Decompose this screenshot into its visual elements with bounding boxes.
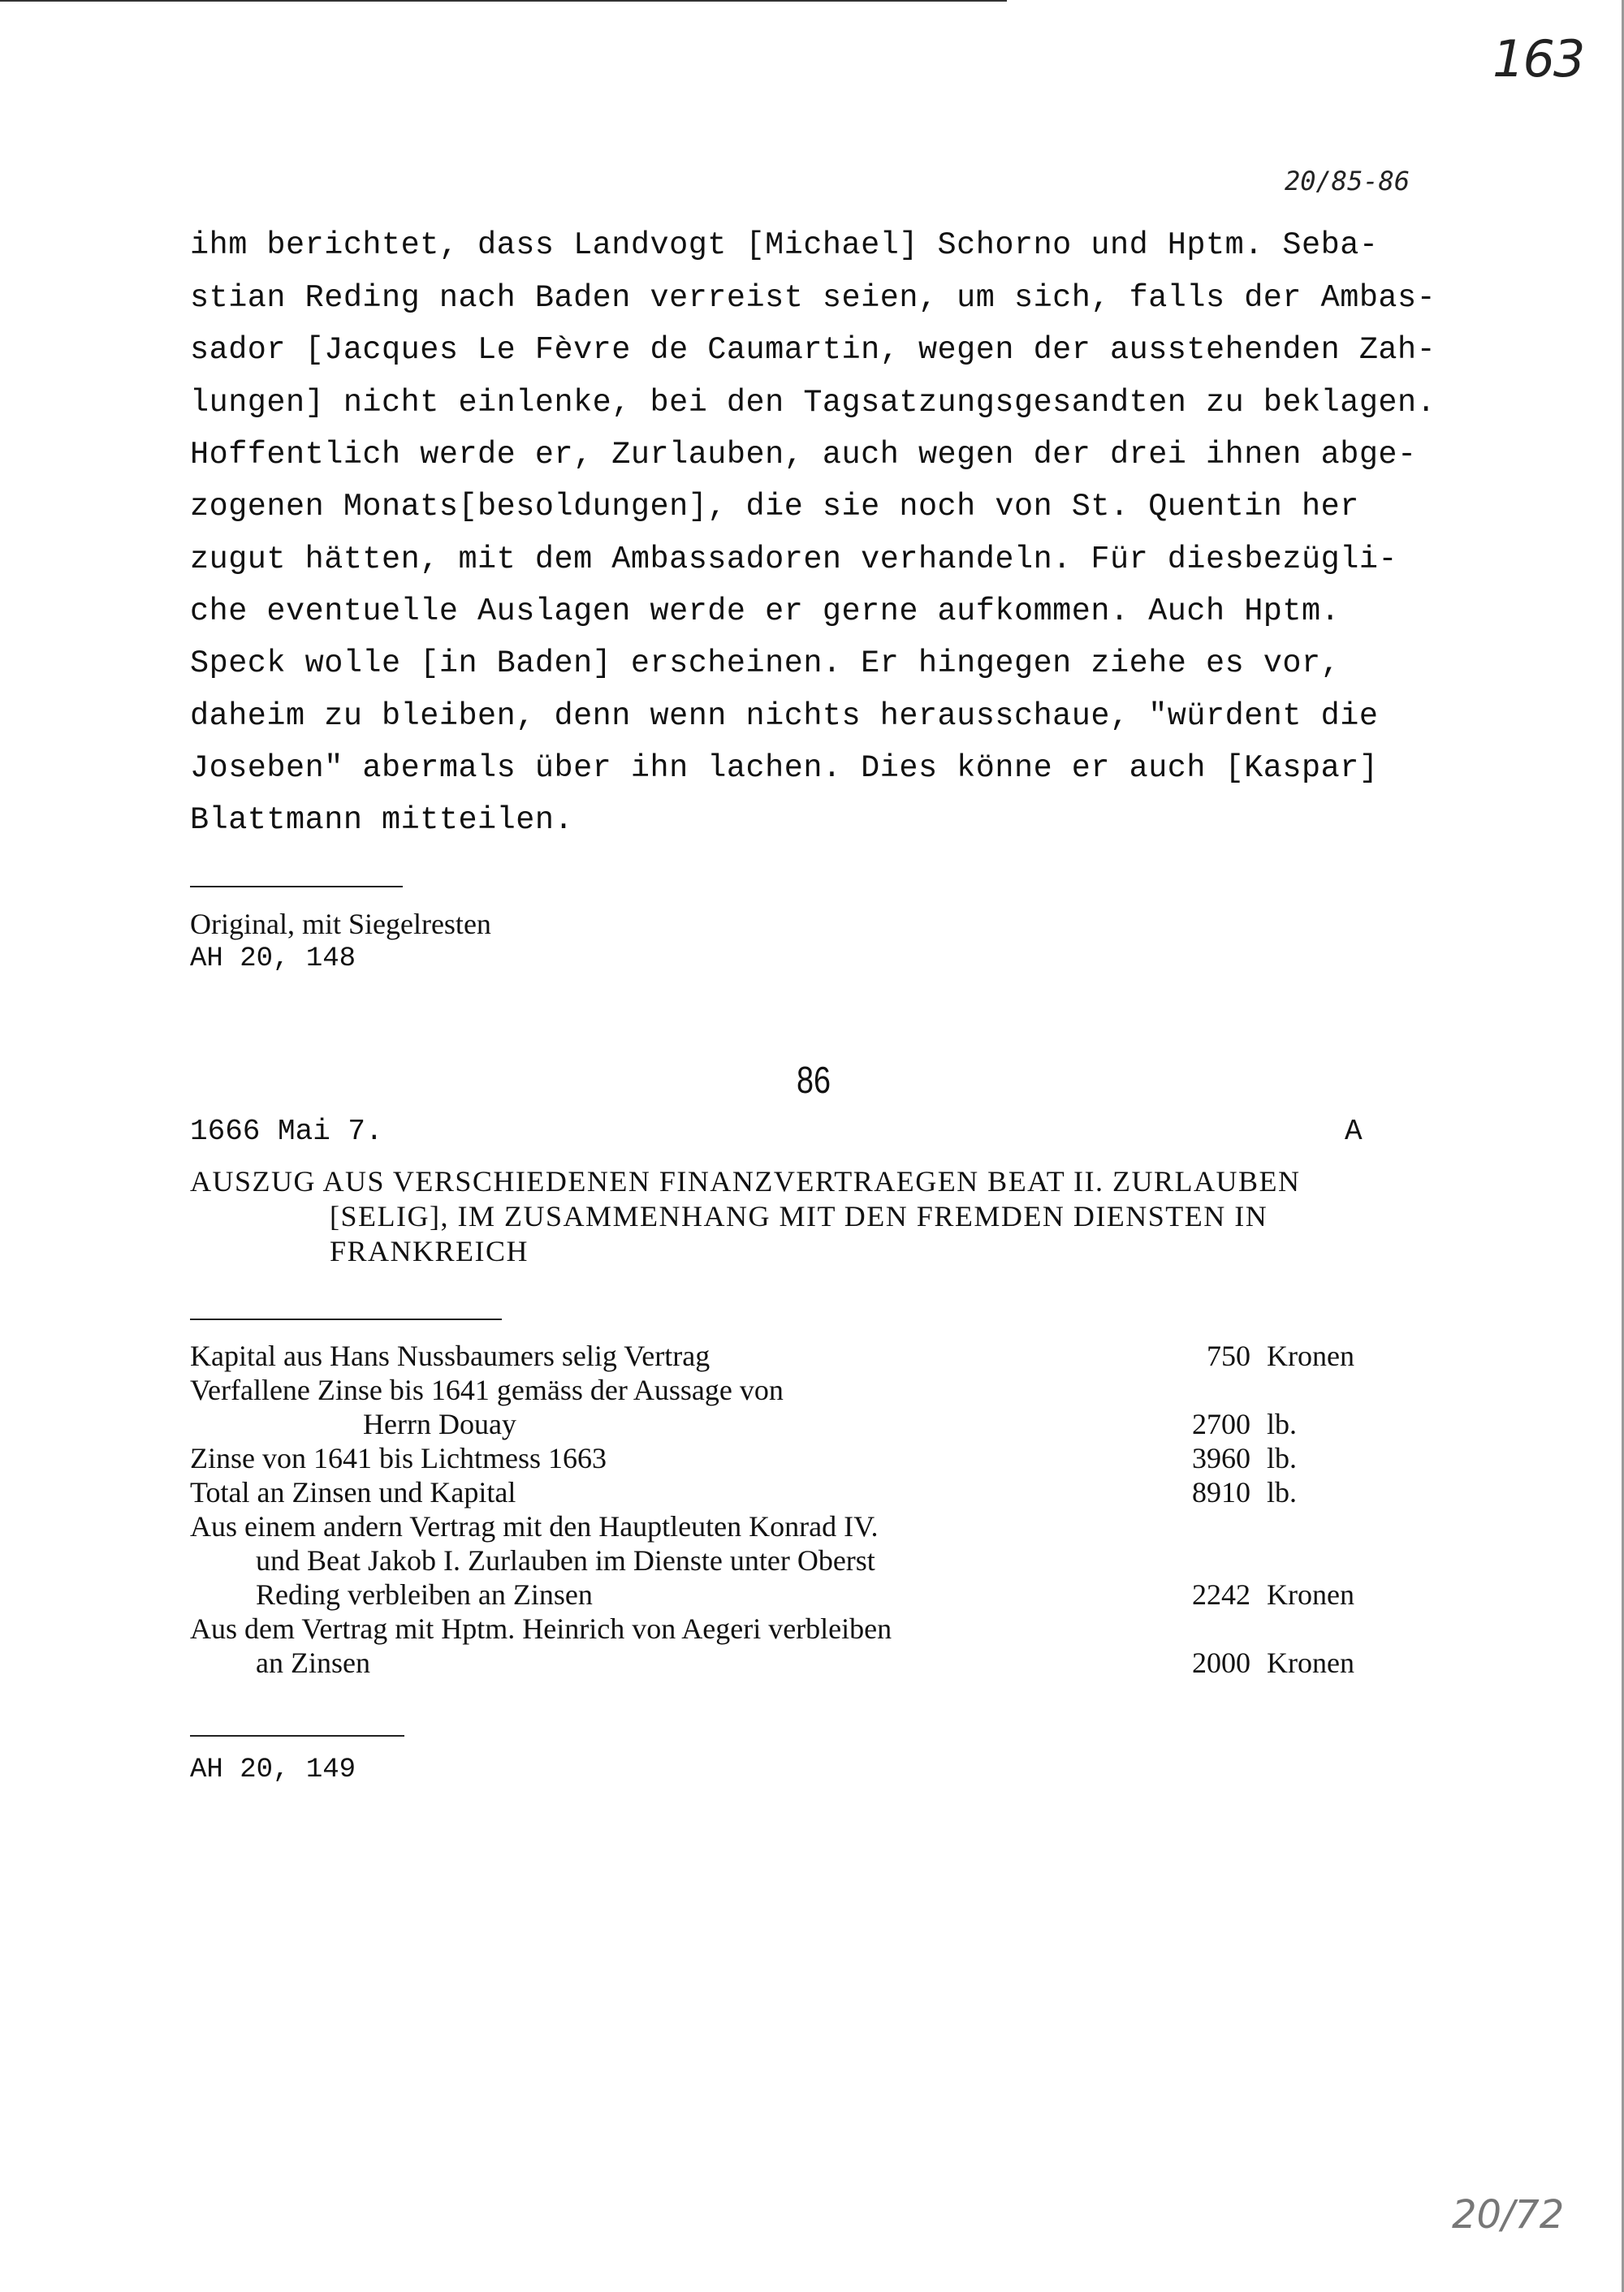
ledger-amount: 2242: [1192, 1578, 1250, 1611]
body-line: Hoffentlich werde er, Zurlauben, auch wegen der drei ihnen abge-: [190, 437, 1417, 473]
ledger-unit: Kronen: [1267, 1647, 1354, 1679]
footnote-divider: [190, 1735, 404, 1737]
ledger-row: [0, 1407, 1624, 1441]
ledger-label: an Zinsen: [256, 1647, 370, 1679]
ledger-amount: 2700: [1192, 1408, 1250, 1440]
ledger-row: [0, 1543, 1624, 1578]
document-letter: A: [1345, 1115, 1363, 1148]
ledger-label: Kapital aus Hans Nussbaumers selig Vertrag: [190, 1340, 710, 1372]
body-line: che eventuelle Auslagen werde er gerne aufkommen. Auch Hptm.: [190, 594, 1341, 629]
handwritten-archive-mark: 20/72: [1452, 2192, 1565, 2238]
ledger-amount: 750: [1207, 1340, 1250, 1372]
ledger-row: [0, 1509, 1624, 1543]
ledger-unit: lb.: [1267, 1442, 1298, 1474]
body-line: zugut hätten, mit dem Ambassadoren verhandeln. Für diesbezügli-: [190, 542, 1398, 577]
ledger-row: [0, 1578, 1624, 1612]
ledger-row: [0, 1339, 1624, 1373]
body-line: Speck wolle [in Baden] erscheinen. Er hingegen ziehe es vor,: [190, 645, 1341, 681]
ledger-row: [0, 1441, 1624, 1475]
document-date: 1666 Mai 7.: [190, 1115, 383, 1148]
body-line: lungen] nicht einlenke, bei den Tagsatzungsgesandten zu beklagen.: [190, 385, 1436, 421]
ledger-row: [0, 1373, 1624, 1407]
handwritten-page-number: 163: [1492, 29, 1584, 88]
document-reference: 20/85-86: [1285, 166, 1410, 196]
ledger-label: Total an Zinsen und Kapital: [190, 1476, 516, 1509]
body-line: stian Reding nach Baden verreist seien, um sich, falls der Ambas-: [190, 280, 1436, 316]
ledger-label: Aus dem Vertrag mit Hptm. Heinrich von Aegeri verbleiben: [190, 1612, 892, 1645]
ledger-amount: 8910: [1192, 1476, 1250, 1509]
ledger-label: Zinse von 1641 bis Lichtmess 1663: [190, 1442, 607, 1474]
archive-reference: AH 20, 148: [190, 943, 356, 974]
document-title-line: AUSZUG AUS VERSCHIEDENEN FINANZVERTRAEGEN BEAT II. ZURLAUBEN: [190, 1165, 1301, 1198]
ledger-row: [0, 1612, 1624, 1646]
body-line: Blattmann mitteilen.: [190, 802, 574, 838]
title-divider: [190, 1319, 502, 1320]
scan-top-edge: [0, 0, 1007, 2]
ledger-label: Herrn Douay: [363, 1408, 516, 1440]
body-line: zogenen Monats[besoldungen], die sie noch von St. Quentin her: [190, 489, 1359, 524]
ledger-amount: 3960: [1192, 1442, 1250, 1474]
ledger-unit: Kronen: [1267, 1340, 1354, 1372]
body-line: daheim zu bleiben, denn wenn nichts herausschaue, "würdent die: [190, 698, 1379, 734]
ledger-label: Aus einem andern Vertrag mit den Hauptleuten Konrad IV.: [190, 1510, 879, 1543]
ledger-unit: Kronen: [1267, 1578, 1354, 1611]
ledger-label: und Beat Jakob I. Zurlauben im Dienste unter Oberst: [256, 1544, 875, 1577]
footnote-divider: [190, 886, 403, 887]
ledger-unit: lb.: [1267, 1476, 1298, 1509]
document-title-line: FRANKREICH: [330, 1235, 529, 1267]
ledger-label: Verfallene Zinse bis 1641 gemäss der Aussage von: [190, 1374, 784, 1406]
body-line: Joseben" abermals über ihn lachen. Dies könne er auch [Kaspar]: [190, 750, 1379, 786]
ledger-unit: lb.: [1267, 1408, 1298, 1440]
ledger-amount: 2000: [1192, 1647, 1250, 1679]
body-line: ihm berichtet, dass Landvogt [Michael] Schorno und Hptm. Seba-: [190, 227, 1379, 263]
source-note: Original, mit Siegelresten: [190, 908, 491, 940]
ledger-row: [0, 1646, 1624, 1680]
document-number: 86: [797, 1059, 831, 1101]
archive-reference: AH 20, 149: [190, 1755, 356, 1785]
document-title-line: [SELIG], IM ZUSAMMENHANG MIT DEN FREMDEN DIENSTEN IN: [330, 1200, 1268, 1232]
body-line: sador [Jacques Le Fèvre de Caumartin, wegen der ausstehenden Zah-: [190, 332, 1436, 368]
ledger-row: [0, 1475, 1624, 1509]
ledger-label: Reding verbleiben an Zinsen: [256, 1578, 593, 1611]
